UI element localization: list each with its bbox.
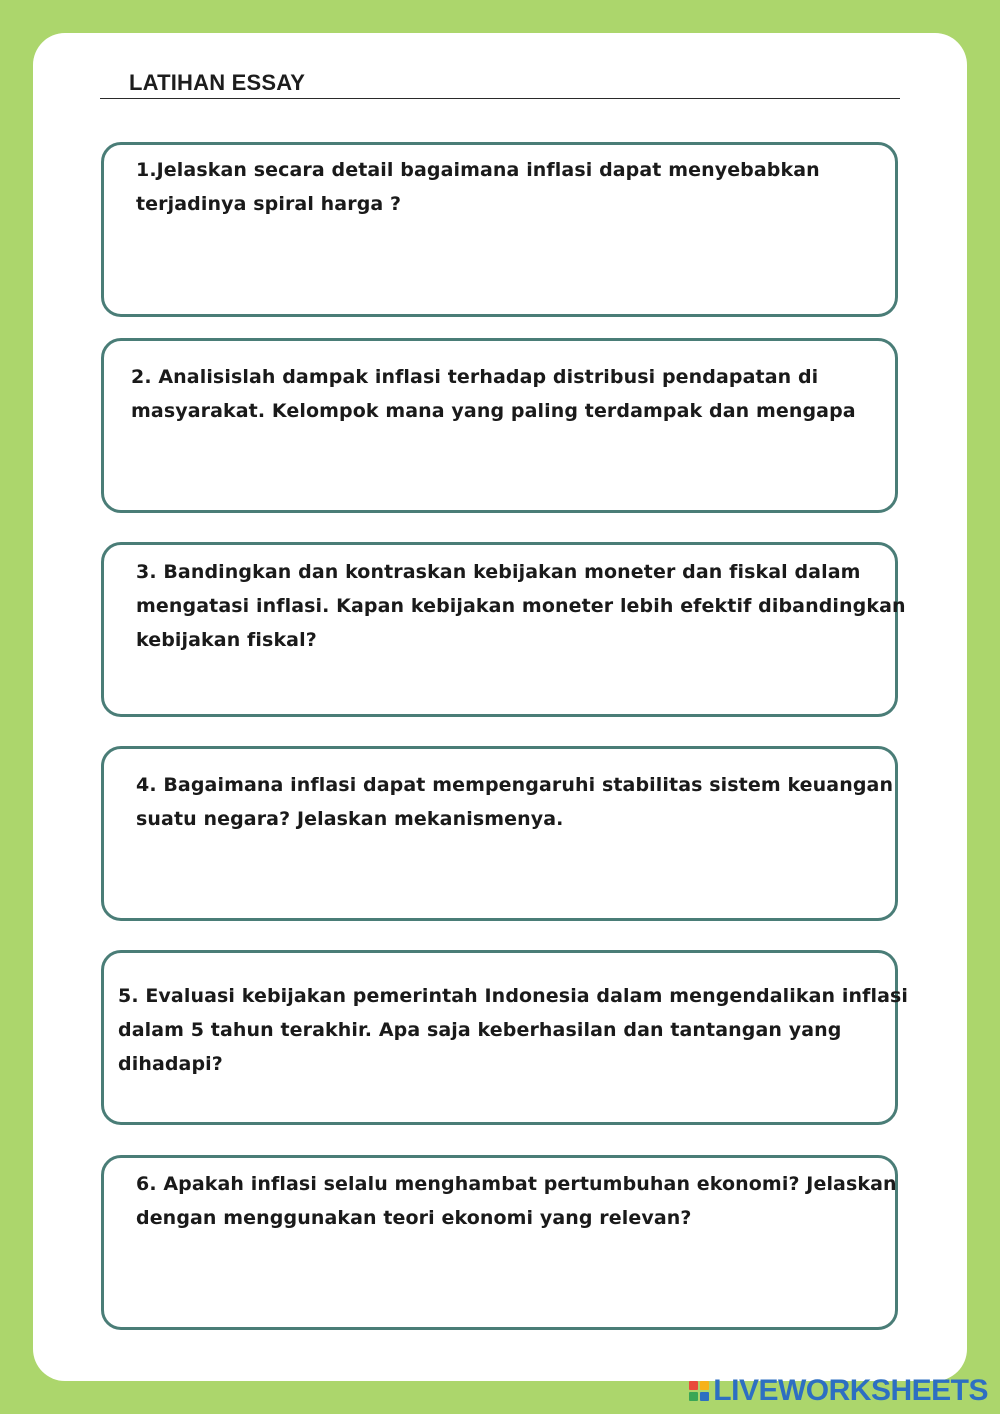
question-3-line-1: 3. Bandingkan dan kontraskan kebijakan moneter dan fiskal dalam: [136, 561, 861, 583]
question-6-line-2: dengan menggunakan teori ekonomi yang relevan?: [136, 1207, 692, 1229]
logo-block-green: [689, 1392, 698, 1401]
logo-block-red: [689, 1381, 698, 1390]
question-4: [136, 768, 893, 836]
question-3: [136, 555, 906, 657]
logo-block-yellow: [700, 1381, 709, 1390]
question-3-line-2: mengatasi inflasi. Kapan kebijakan moneter lebih efektif dibandingkan: [136, 595, 906, 617]
question-1-line-2: terjadinya spiral harga ?: [136, 193, 402, 215]
liveworksheets-brand: LIVEWORKSHEETS: [713, 1374, 988, 1407]
title-divider: [100, 98, 900, 99]
question-5-line-1: 5. Evaluasi kebijakan pemerintah Indonesia dalam mengendalikan inflasi: [118, 985, 909, 1007]
question-1: [136, 153, 820, 221]
question-4-line-1: 4. Bagaimana inflasi dapat mempengaruhi stabilitas sistem keuangan: [136, 774, 894, 796]
liveworksheets-logo[interactable]: [689, 1376, 988, 1406]
liveworksheets-logo-icon: [689, 1381, 709, 1401]
question-5: [118, 979, 908, 1081]
question-6: [136, 1167, 897, 1235]
page-title: LATIHAN ESSAY: [129, 70, 306, 95]
question-5-line-3: dihadapi?: [118, 1053, 223, 1075]
question-4-line-2: suatu negara? Jelaskan mekanismenya.: [136, 808, 564, 830]
question-5-line-2: dalam 5 tahun terakhir. Apa saja keberhasilan dan tantangan yang: [118, 1019, 842, 1041]
question-2: [131, 360, 856, 428]
question-2-line-1: 2. Analisislah dampak inflasi terhadap distribusi pendapatan di: [131, 366, 819, 388]
question-1-line-1: 1.Jelaskan secara detail bagaimana inflasi dapat menyebabkan: [136, 159, 820, 181]
logo-block-blue: [700, 1392, 709, 1401]
question-2-line-2: masyarakat. Kelompok mana yang paling terdampak dan mengapa: [131, 400, 856, 422]
question-6-line-1: 6. Apakah inflasi selalu menghambat pertumbuhan ekonomi? Jelaskan: [136, 1173, 897, 1195]
question-3-line-3: kebijakan fiskal?: [136, 629, 317, 651]
